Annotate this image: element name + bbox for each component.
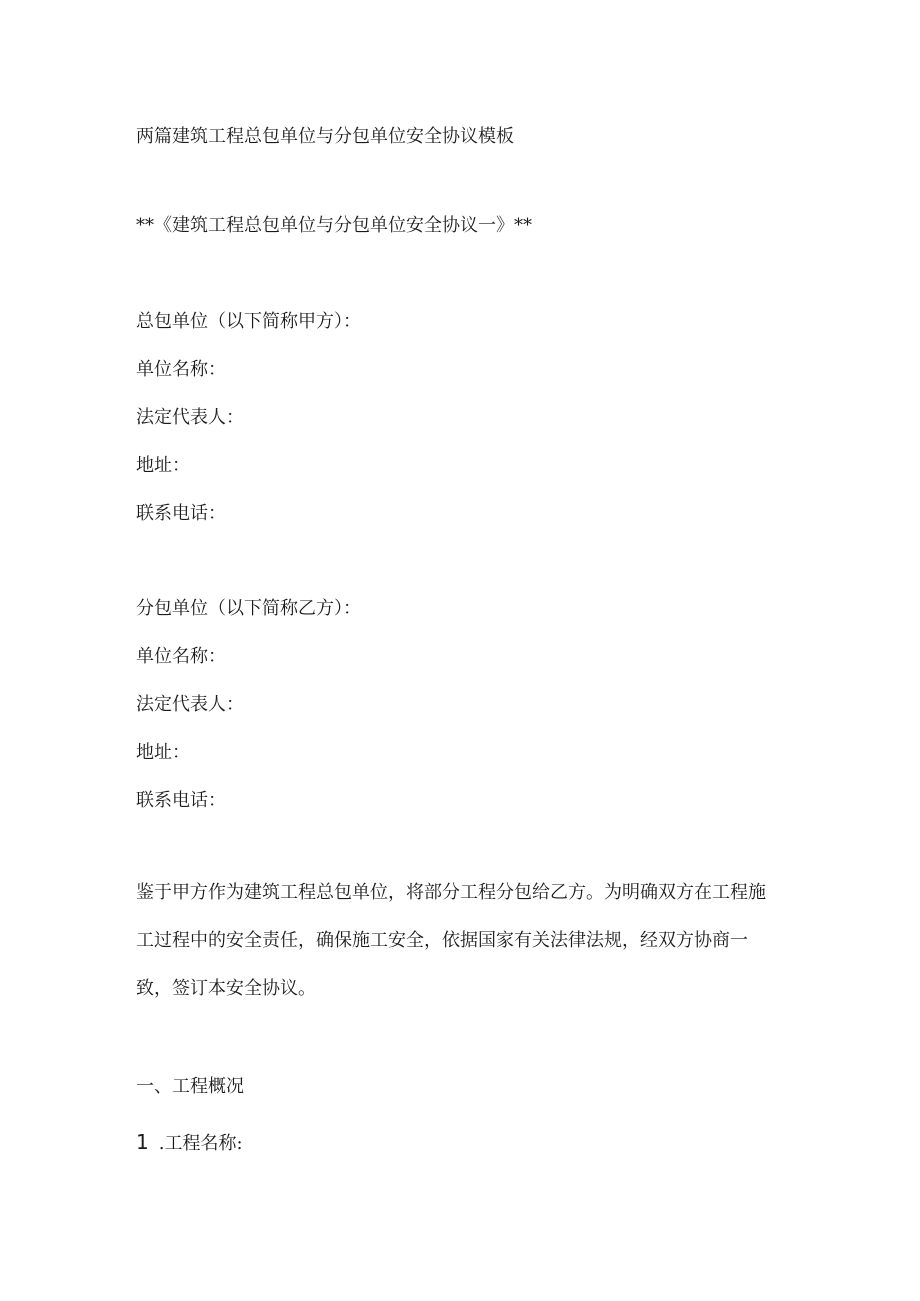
preamble-paragraph: 鉴于甲方作为建筑工程总包单位，将部分工程分包给乙方。为明确双方在工程施工过程中的安全责任，确保施工安全，依据国家有关法律法规，经双方协商一致，签订本安全协议。: [136, 882, 766, 999]
document-title: 两篇建筑工程总包单位与分包单位安全协议模板: [136, 126, 514, 147]
item-label: .工程名称:: [158, 1133, 243, 1154]
party-a-phone-label: 联系电话：: [136, 503, 226, 524]
party-a-name-label: 单位名称：: [136, 359, 226, 380]
party-a-heading: 总包单位（以下简称甲方）：: [136, 311, 361, 332]
item-number: 1: [136, 1130, 149, 1154]
party-a-rep-label: 法定代表人：: [136, 407, 244, 428]
party-b-heading: 分包单位（以下简称乙方）：: [136, 598, 361, 619]
party-b-address-label: 地址：: [136, 742, 190, 763]
party-a-address-label: 地址：: [136, 455, 190, 476]
section-1-item-1: [136, 1130, 243, 1156]
party-b-name-label: 单位名称：: [136, 646, 226, 667]
agreement-subtitle: **《建筑工程总包单位与分包单位安全协议一》**: [136, 215, 532, 236]
party-b-rep-label: 法定代表人：: [136, 694, 244, 715]
section-1-heading: 一、工程概况: [136, 1076, 244, 1097]
party-b-phone-label: 联系电话：: [136, 790, 226, 811]
